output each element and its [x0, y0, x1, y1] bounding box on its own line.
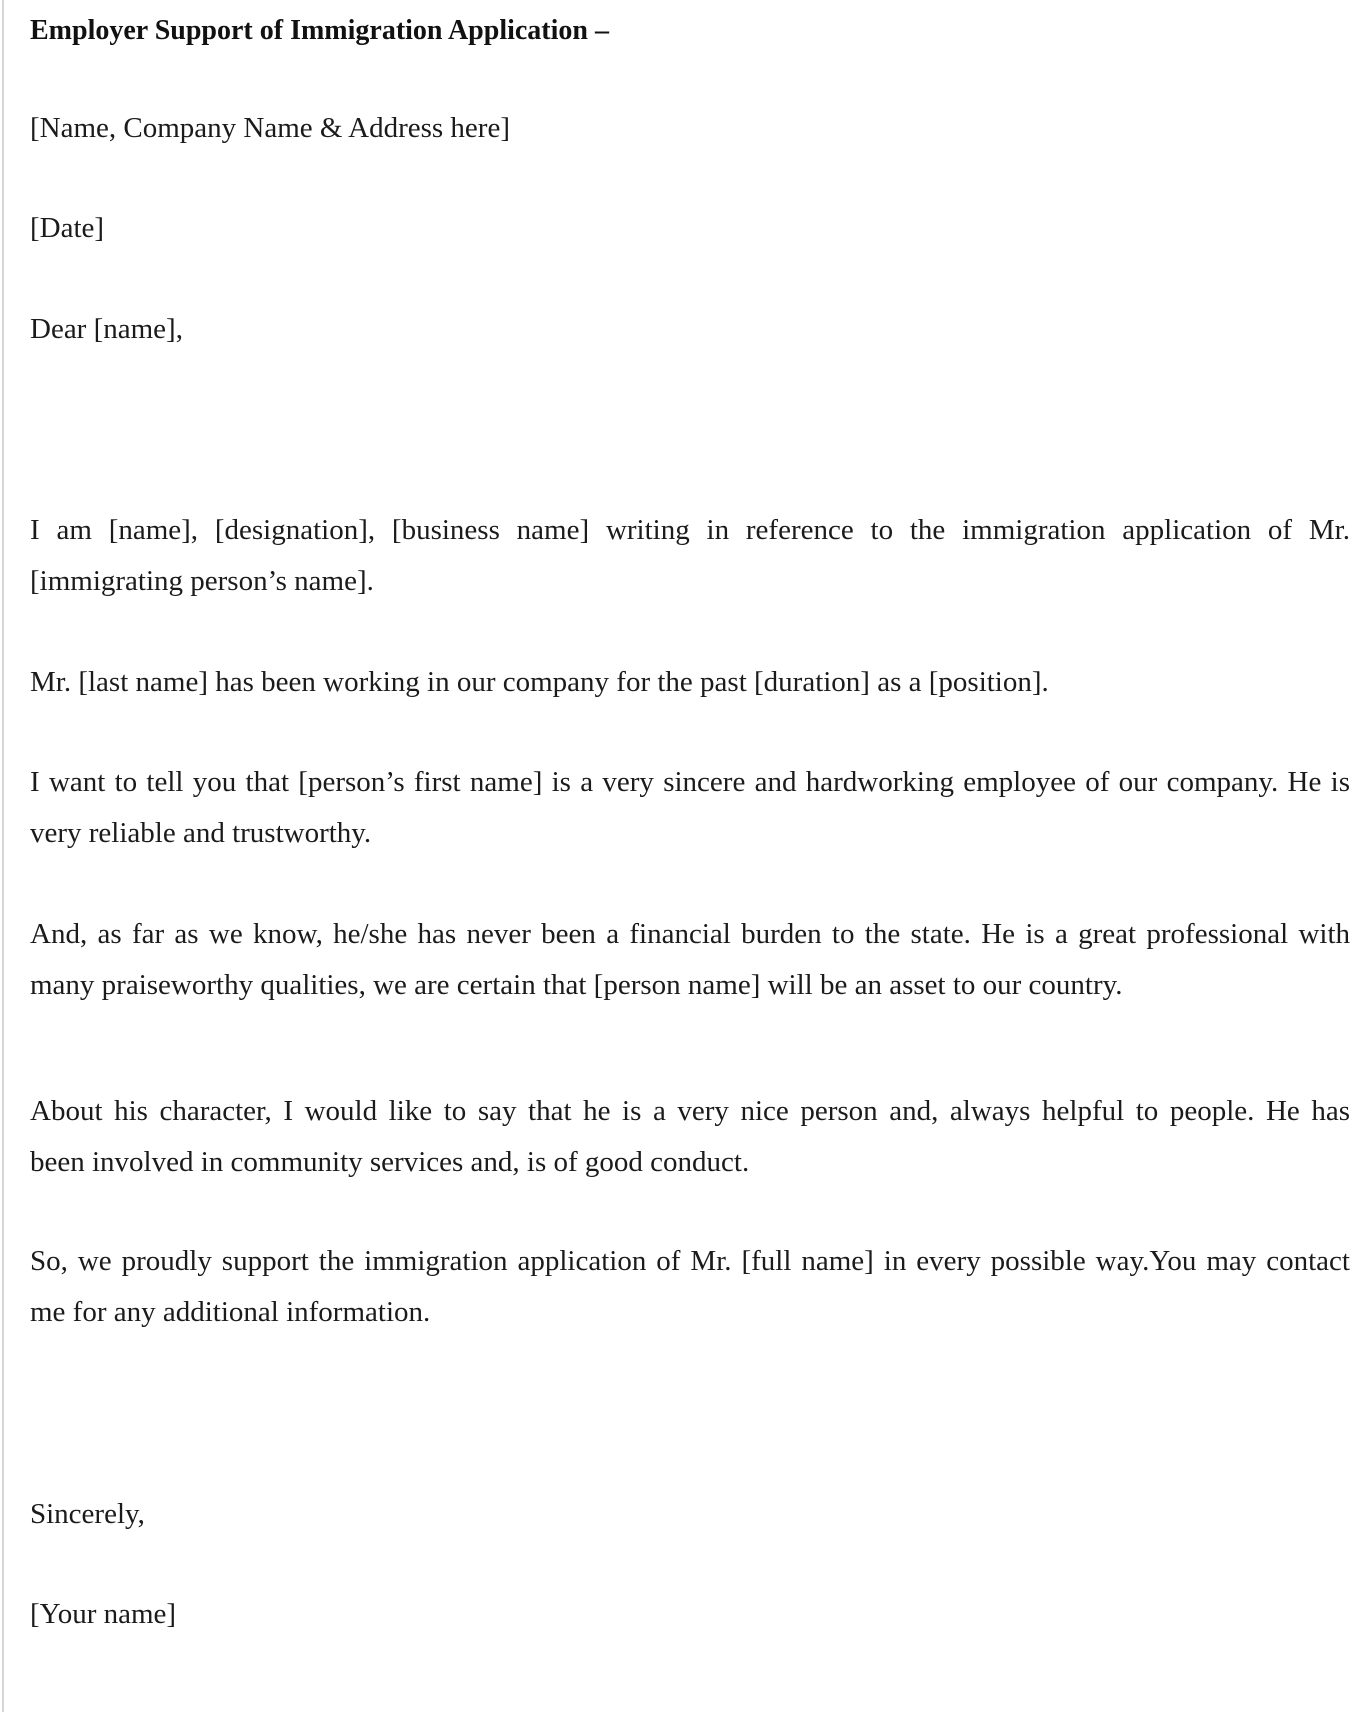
paragraph-2-line-1: Mr. [last name] has been working in our company for the past [duration] as a [position]. — [30, 666, 1049, 698]
paragraph-4-line-1: And, as far as we know, he/she has never been a financial burden to the state. He is a great professional with — [30, 918, 1350, 950]
salutation: Dear [name], — [30, 313, 183, 345]
paragraph-6-line-2: me for any additional information. — [30, 1296, 431, 1328]
paragraph-5-line-1: About his character, I would like to say that he is a very nice person and, always helpful to people. He has — [30, 1095, 1350, 1127]
paragraph-1-line-1: I am [name], [designation], [business name] writing in reference to the immigration application of Mr. — [30, 514, 1350, 546]
paragraph-3-line-1: I want to tell you that [person’s first name] is a very sincere and hardworking employee of our company. He is — [30, 766, 1350, 798]
closing: Sincerely, — [30, 1498, 145, 1530]
paragraph-5-line-2: been involved in community services and, is of good conduct. — [30, 1146, 750, 1178]
paragraph-6-line-1: So, we proudly support the immigration application of Mr. [full name] in every possible way.You may contact — [30, 1245, 1350, 1277]
paragraph-4-line-2: many praiseworthy qualities, we are certain that [person name] will be an asset to our country. — [30, 969, 1123, 1001]
signature-placeholder: [Your name] — [30, 1598, 177, 1630]
date-placeholder: [Date] — [30, 212, 105, 244]
letter-title: Employer Support of Immigration Application – — [30, 15, 609, 46]
sender-placeholder: [Name, Company Name & Address here] — [30, 112, 510, 144]
page-left-border — [2, 0, 4, 1712]
paragraph-3-line-2: very reliable and trustworthy. — [30, 817, 372, 849]
paragraph-1-line-2: [immigrating person’s name]. — [30, 565, 374, 597]
